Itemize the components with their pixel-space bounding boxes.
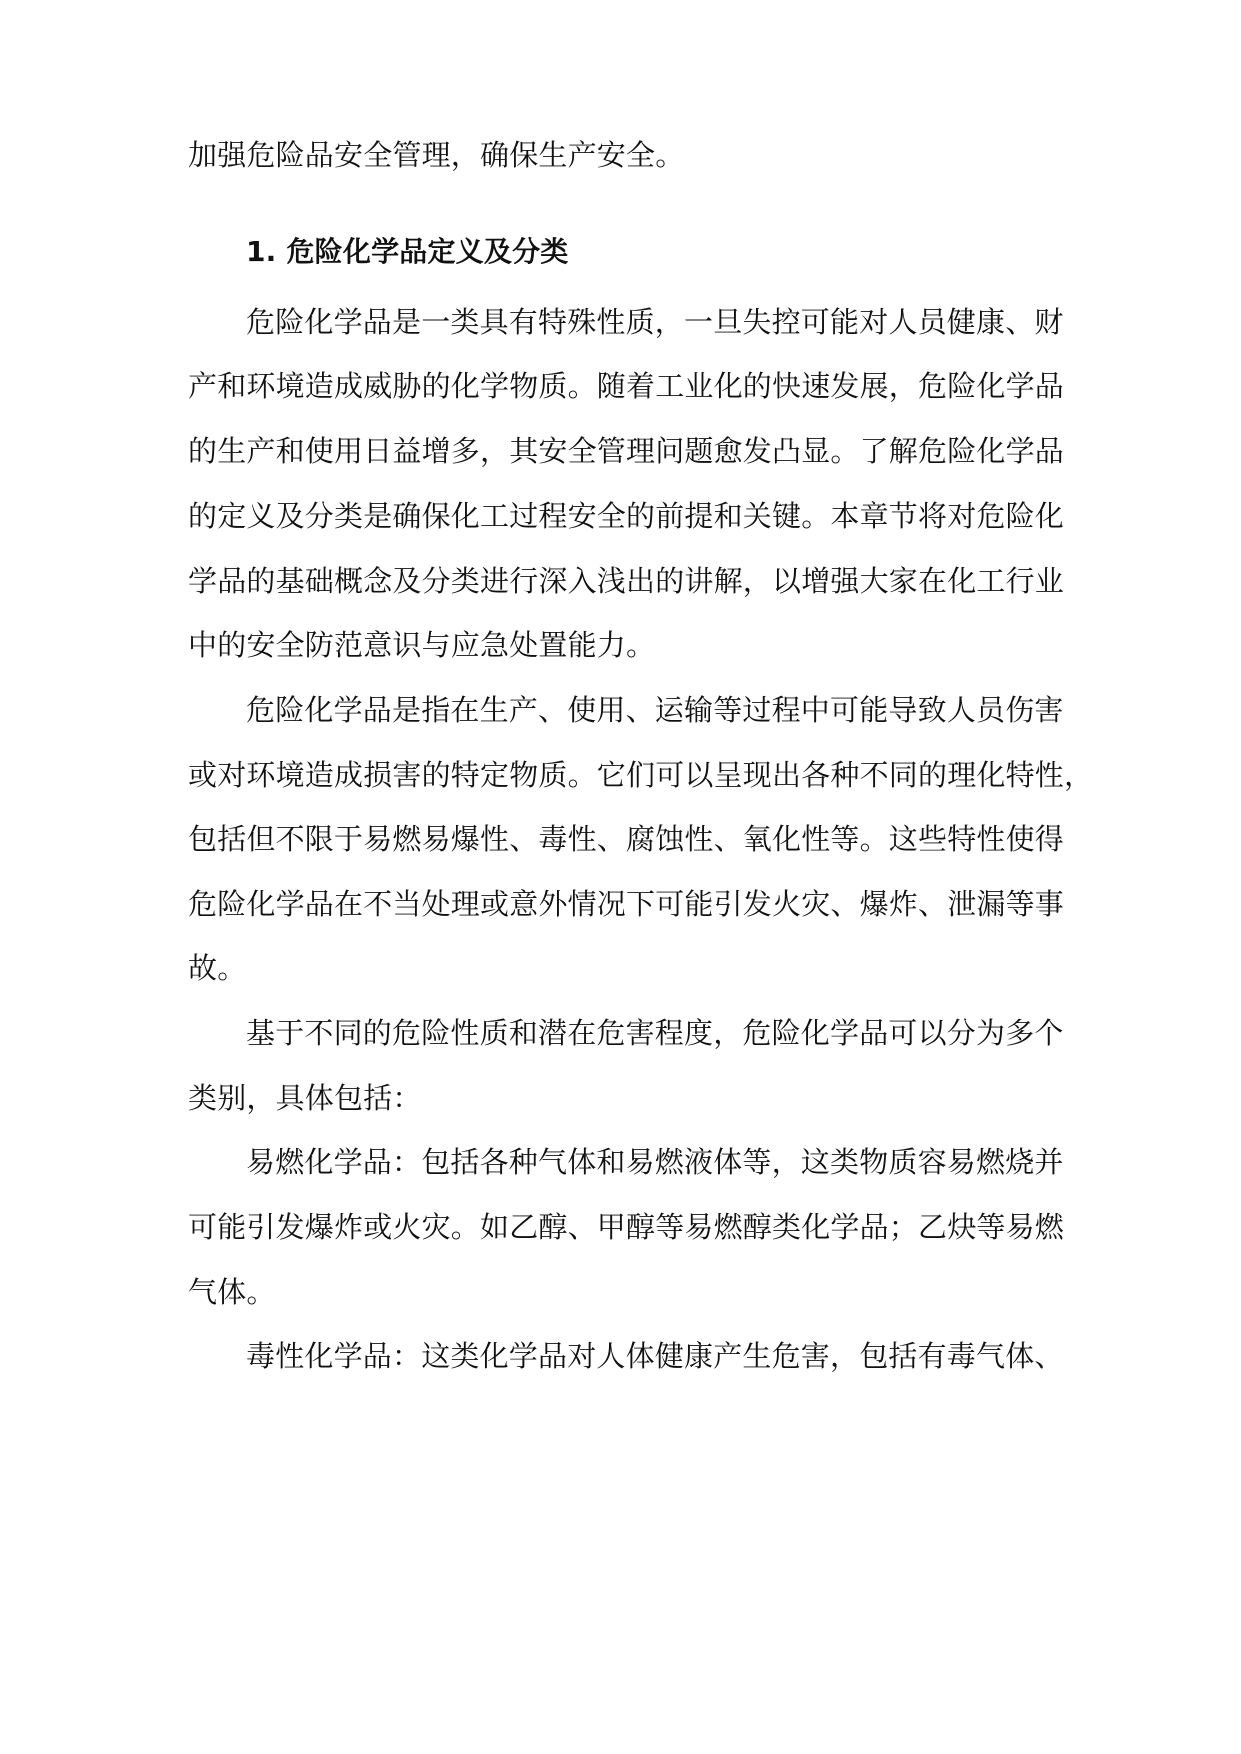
paragraph-1-line-1: 危险化学品是一类具有特殊性质，一旦失控可能对人员健康、财 <box>246 305 1064 339</box>
paragraph-2-line-4: 危险化学品在不当处理或意外情况下可能引发火灾、爆炸、泄漏等事 <box>188 887 1065 921</box>
paragraph-1-line-5: 学品的基础概念及分类进行深入浅出的讲解，以增强大家在化工行业 <box>188 564 1065 598</box>
paragraph-1-line-6: 中的安全防范意识与应急处置能力。 <box>188 628 656 662</box>
paragraph-2-line-3: 包括但不限于易燃易爆性、毒性、腐蚀性、氧化性等。这些特性使得 <box>188 822 1065 856</box>
section-heading: 1. 危险化学品定义及分类 <box>246 235 569 268</box>
paragraph-2-line-1: 危险化学品是指在生产、使用、运输等过程中可能导致人员伤害 <box>246 693 1064 727</box>
paragraph-3-line-2: 类别，具体包括： <box>188 1081 422 1115</box>
paragraph-4-line-1: 易燃化学品：包括各种气体和易燃液体等，这类物质容易燃烧并 <box>246 1145 1064 1179</box>
paragraph-4-line-3: 气体。 <box>188 1275 276 1309</box>
paragraph-1-line-3: 的生产和使用日益增多，其安全管理问题愈发凸显。了解危险化学品 <box>188 434 1065 468</box>
paragraph-1-line-4: 的定义及分类是确保化工过程安全的前提和关键。本章节将对危险化 <box>188 499 1065 533</box>
paragraph-3-line-1: 基于不同的危险性质和潜在危害程度，危险化学品可以分为多个 <box>246 1016 1064 1050</box>
paragraph-2-line-2: 或对环境造成损害的特定物质。它们可以呈现出各种不同的理化特性， <box>188 758 1094 792</box>
paragraph-4-line-2: 可能引发爆炸或火灾。如乙醇、甲醇等易燃醇类化学品；乙炔等易燃 <box>188 1210 1065 1244</box>
paragraph-1-line-2: 产和环境造成威胁的化学物质。随着工业化的快速发展，危险化学品 <box>188 369 1065 403</box>
document-page <box>188 0 1094 1754</box>
paragraph-5-line-1: 毒性化学品：这类化学品对人体健康产生危害，包括有毒气体、 <box>246 1339 1064 1373</box>
paragraph-2-line-5: 故。 <box>188 951 247 985</box>
paragraph-intro-line: 加强危险品安全管理，确保生产安全。 <box>188 138 685 172</box>
